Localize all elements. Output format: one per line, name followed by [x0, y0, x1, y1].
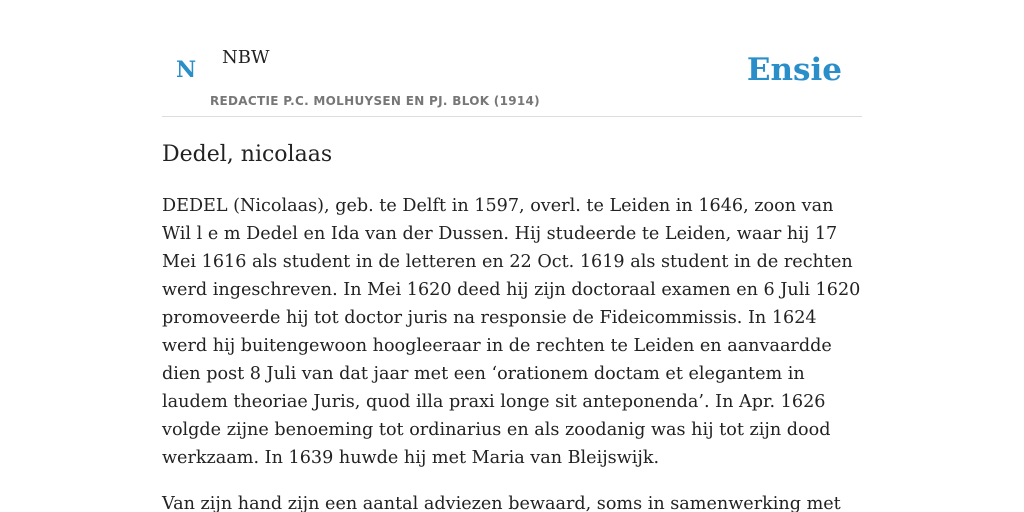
source-logo: N: [176, 57, 197, 83]
source-name: NBW: [222, 47, 270, 68]
source-header: [162, 0, 862, 117]
article-body: [162, 192, 864, 512]
brand-logo-link[interactable]: Ensie: [746, 52, 842, 88]
article-paragraph: DEDEL (Nicolaas), geb. te Delft in 1597, overl. te Leiden in 1646, zoon van Wil l e m Dedel en Ida van der Dussen. Hij studeerde te Leiden, waar hij 17 Mei 1616 als student in de letteren en 22 Oct. 1619 als student in de rechten werd ingeschreven. In Mei 1620 deed hij zijn doctoraal examen en 6 Juli 1620 promoveerde hij tot doctor juris na responsie de Fideicommissis. In 1624 werd hij buitengewoon hoogleeraar in de rechten te Leiden en aanvaardde dien post 8 Juli van dat jaar met een ‘orationem doctam et elegantem in laudem theoriae Juris, quod illa praxi longe sit anteponenda’. In Apr. 1626 volgde zijne benoeming tot ordinarius en als zoodanig was hij tot zijn dood werkzaam. In 1639 huwde hij met Maria van Bleijswijk.: [162, 196, 861, 468]
article-paragraph: Van zijn hand zijn een aantal adviezen bewaard, soms in samenwerking met: [162, 494, 841, 512]
source-editors: REDACTIE P.C. MOLHUYSEN EN PJ. BLOK (1914): [210, 94, 540, 108]
page-title: Dedel, nicolaas: [162, 142, 333, 167]
